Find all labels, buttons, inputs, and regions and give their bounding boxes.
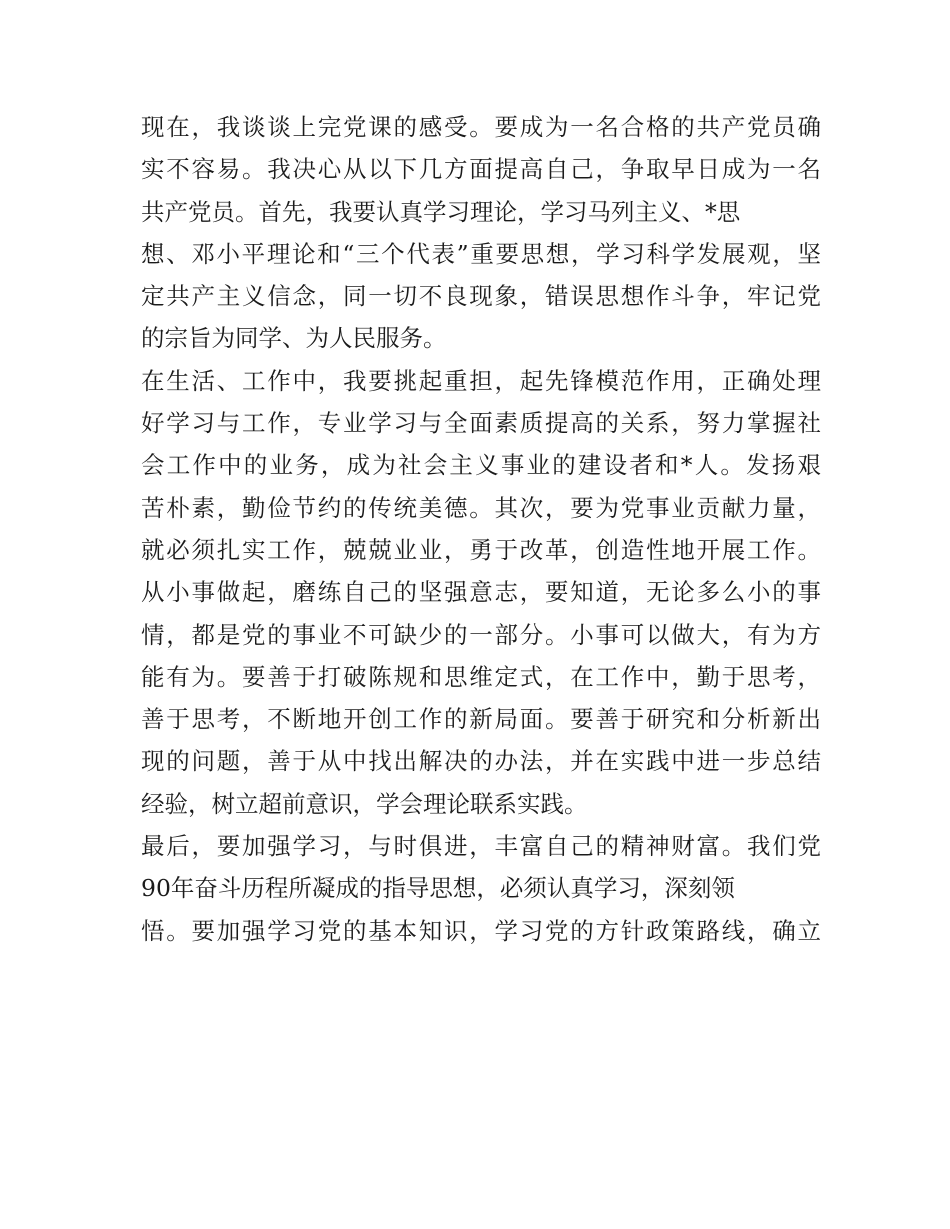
text-line: 在生活、工作中，我要挑起重担，起先锋模范作用，正确处理: [141, 366, 821, 395]
body-text: [141, 106, 821, 952]
text-line: 定共产主义信念，同一切不良现象，错误思想作斗争，牢记党: [141, 282, 821, 311]
text-line: 经验，树立超前意识，学会理论联系实践。: [141, 789, 588, 818]
text-line: 就必须扎实工作，兢兢业业，勇于改革，创造性地开展工作。: [141, 535, 821, 564]
text-line: 从小事做起，磨练自己的坚强意志，要知道，无论多么小的事: [141, 578, 821, 607]
text-line: 能有为。要善于打破陈规和思维定式，在工作中，勤于思考，: [141, 662, 821, 691]
text-line: 的宗旨为同学、为人民服务。: [141, 324, 447, 353]
text-line: 会工作中的业务，成为社会主义事业的建设者和*人。发扬艰: [141, 451, 821, 480]
text-line: 悟。要加强学习党的基本知识，学习党的方针政策路线，确立: [141, 916, 821, 945]
text-line: 现在，我谈谈上完党课的感受。要成为一名合格的共产党员确: [141, 113, 821, 141]
text-line: 善于思考，不断地开创工作的新局面。要善于研究和分析新出: [141, 705, 821, 734]
text-line: 现的问题，善于从中找出解决的办法，并在实践中进一步总结: [141, 747, 821, 776]
text-line: 实不容易。我决心从以下几方面提高自己，争取早日成为一名: [141, 155, 821, 184]
text-line: 好学习与工作，专业学习与全面素质提高的关系，努力掌握社: [141, 409, 821, 438]
text-line: 想、邓小平理论和“三个代表”重要思想，学习科学发展观，坚: [141, 239, 821, 268]
text-line: 90年奋斗历程所凝成的指导思想，必须认真学习，深刻领: [141, 874, 735, 903]
text-line: 苦朴素，勤俭节约的传统美德。其次，要为党事业贡献力量，: [141, 493, 821, 522]
text-line: 最后，要加强学习，与时俱进，丰富自己的精神财富。我们党: [141, 832, 821, 861]
text-line: 共产党员。首先，我要认真学习理论，学习马列主义、*思: [141, 197, 741, 226]
text-line: 情，都是党的事业不可缺少的一部分。小事可以做大，有为方: [141, 620, 821, 649]
